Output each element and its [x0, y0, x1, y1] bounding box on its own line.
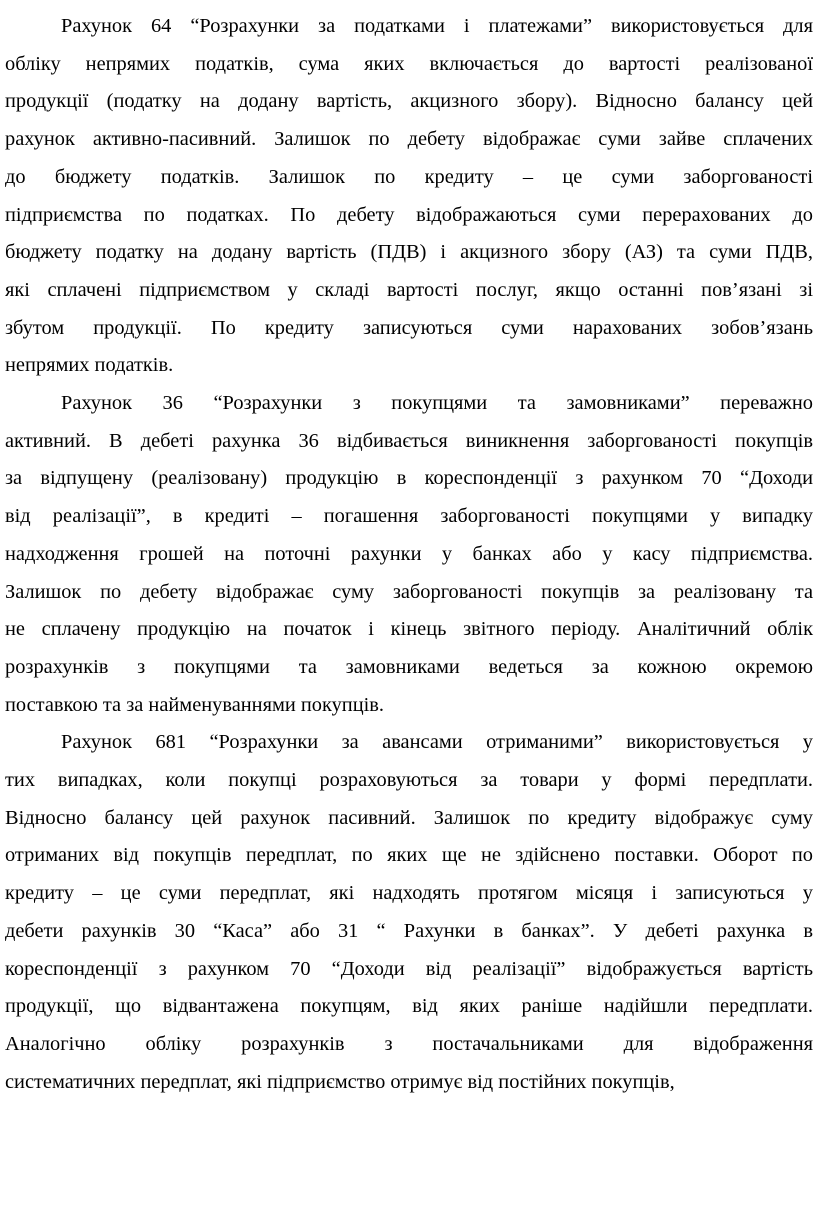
text-line: Відносно балансу цей рахунок пасивний. Залишок по кредиту відображує суму: [5, 806, 813, 829]
text-line: активний. В дебеті рахунка 36 відбивається виникнення заборгованості покупців: [5, 429, 813, 452]
text-line: рахунок активно-пасивний. Залишок по дебету відображає суми зайве сплачених: [5, 128, 813, 151]
text-line: не сплачену продукцію на початок і кінець звітного періоду. Аналітичний облік: [5, 618, 813, 641]
text-line: збутом продукції. По кредиту записуються суми нарахованих зобов’язань: [5, 316, 813, 339]
text-line: кредиту – це суми передплат, які надходять протягом місяця і записуються у: [5, 882, 813, 905]
text-line: надходження грошей на поточні рахунки у банках або у касу підприємства.: [5, 542, 813, 565]
text-line: бюджету податку на додану вартість (ПДВ) і акцизного збору (АЗ) та суми ПДВ,: [5, 241, 813, 264]
text-line: Рахунок 681 “Розрахунки за авансами отриманими” використовується у: [61, 731, 813, 754]
text-line: систематичних передплат, які підприємство отримує від постійних покупців,: [5, 1070, 675, 1093]
paragraph-account-36: [0, 385, 816, 724]
text-line: підприємства по податках. По дебету відображаються суми перерахованих до: [5, 203, 813, 226]
text-line: Рахунок 64 “Розрахунки за податками і платежами” використовується для: [61, 15, 813, 37]
text-line: продукції, що відвантажена покупцям, від яких раніше надійшли передплати.: [5, 995, 813, 1018]
text-line: розрахунків з покупцями та замовниками ведеться за кожною окремою: [5, 655, 813, 678]
paragraph-account-681: [0, 724, 816, 1101]
text-line: тих випадках, коли покупці розраховуються за товари у формі передплати.: [5, 769, 813, 792]
text-line: за відпущену (реалізовану) продукцію в кореспонденції з рахунком 70 “Доходи: [5, 467, 813, 490]
text-line: Рахунок 36 “Розрахунки з покупцями та замовниками” переважно: [61, 392, 813, 415]
text-line: Аналогічно обліку розрахунків з постачальниками для відображення: [5, 1032, 813, 1055]
text-line: дебети рахунків 30 “Каса” або 31 “ Рахунки в банках”. У дебеті рахунка в: [5, 919, 813, 942]
text-line: обліку непрямих податків, сума яких включається до вартості реалізованої: [5, 52, 813, 75]
text-line: Залишок по дебету відображає суму заборгованості покупців за реалізовану та: [5, 580, 813, 603]
text-line: непрямих податків.: [5, 354, 174, 377]
text-line: поставкою та за найменуваннями покупців.: [5, 693, 385, 716]
text-line: до бюджету податків. Залишок по кредиту – це суми заборгованості: [5, 165, 813, 188]
text-line: від реалізації”, в кредиті – погашення заборгованості покупцями у випадку: [5, 505, 813, 528]
text-line: які сплачені підприємством у складі вартості послуг, якщо останні пов’язані зі: [5, 278, 813, 301]
text-line: отриманих від покупців передплат, по яких ще не здійснено поставки. Оборот по: [5, 844, 813, 867]
text-line: продукції (податку на додану вартість, акцизного збору). Відносно балансу цей: [5, 90, 813, 113]
paragraph-account-64: [0, 8, 816, 385]
text-line: кореспонденції з рахунком 70 “Доходи від реалізації” відображується вартість: [5, 957, 813, 980]
